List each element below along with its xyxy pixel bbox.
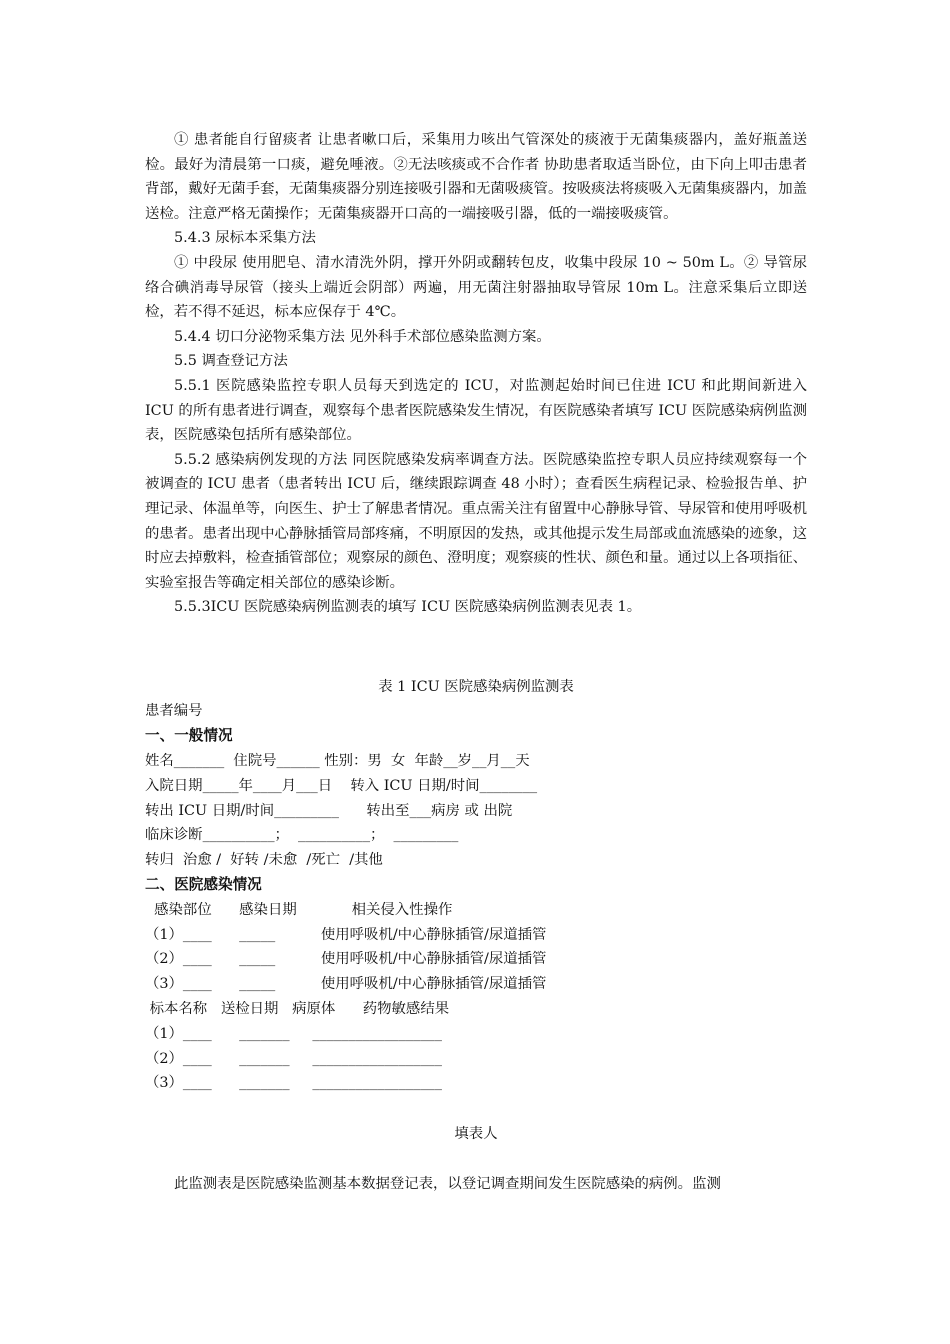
specimen-row-3: （3）____ _______ __________________ — [145, 1075, 442, 1092]
paragraph-5-5-2: 5.5.2 感染病例发现的方法 同医院感染发病率调查方法。医院感染监控专职人员应持续观察每一个被调查的 ICU 患者（患者转出 ICU 后，继续跟踪调查 48 小时）；查看医生病程记录、检验报告单、护理记录、体温单等，向医生、护士了解患者情况。重点需关注有留置中心静脉导管、导尿管和使用呼吸机的患者。患者出现中心静脉插管局部疼痛，不明原因的发热，或其他提示发生局部或血流感染的迹象，这时应去掉敷料，检查插管部位；观察尿的颜色、澄明度；观察痰的性状、颜色和量。通过以上各项指征、实验室报告等确定相关部位的感染诊断。 — [145, 451, 807, 591]
patient-number-label: 患者编号 — [145, 703, 203, 720]
form-row-diagnosis: 临床诊断__________； __________； _________ — [145, 827, 459, 844]
table-title: 表 1 ICU 医院感染病例监测表 — [378, 678, 574, 695]
specimen-row-2: （2）____ _______ __________________ — [145, 1050, 442, 1067]
paragraph-sputum: ① 患者能自行留痰者 让患者嗽口后，采集用力咳出气管深处的痰液于无菌集痰器内，盖好瓶盖送检。最好为清晨第一口痰，避免唾液。②无法咳痰或不合作者 协助患者取适当卧位，由下向上叩击患者背部，戴好无菌手套，无菌集痰器分别连接吸引器和无菌吸痰管。按吸痰法将痰吸入无菌集痰器内，加盖送检。注意严格无菌操作；无菌集痰器开口高的一端接吸引器，低的一端接吸痰管。 — [145, 132, 807, 222]
paragraph-urine: ① 中段尿 使用肥皂、清水清洗外阴，撑开外阴或翻转包皮，收集中段尿 10 ~ 50m L。② 导管尿 络合碘消毒导尿管（接头上端近会阴部）两遍，用无菌注射器抽取导管尿 10m L。注意采集后立即送检，若不得不延迟，标本应保存于 4℃。 — [145, 254, 808, 321]
section-general-heading: 一、一般情况 — [145, 727, 233, 745]
heading-5-4-3: 5.4.3 尿标本采集方法 — [174, 230, 316, 247]
form-filler-label: 填表人 — [454, 1126, 498, 1143]
form-row-admission: 入院日期_____年____月___日 转入 ICU 日期/时间________ — [145, 777, 538, 794]
form-row-transfer-out: 转出 ICU 日期/时间_________ 转出至___病房 或 出院 — [145, 802, 513, 819]
infection-header-row: 感染部位 感染日期 相关侵入性操作 — [145, 901, 453, 918]
form-row-outcome: 转归 治愈 / 好转 /未愈 /死亡 /其他 — [145, 852, 383, 869]
paragraph-5-5-1: 5.5.1 医院感染监控专职人员每天到选定的 ICU，对监测起始时间已住进 ICU 和此期间新进入 ICU 的所有患者进行调查，观察每个患者医院感染发生情况，有医院感染者填写 ICU 医院感染病例监测表，医院感染包括所有感染部位。 — [145, 377, 807, 444]
specimen-row-1: （1）____ _______ __________________ — [145, 1025, 442, 1042]
specimen-header-row: 标本名称 送检日期 病原体 药物敏感结果 — [145, 1001, 450, 1018]
infection-row-1: （1）____ _____ 使用呼吸机/中心静脉插管/尿道插管 — [145, 926, 547, 943]
paragraph-5-5-3: 5.5.3ICU 医院感染病例监测表的填写 ICU 医院感染病例监测表见表 1。 — [174, 599, 642, 616]
paragraph-5-4-4: 5.4.4 切口分泌物采集方法 见外科手术部位感染监测方案。 — [174, 328, 551, 345]
infection-row-3: （3）____ _____ 使用呼吸机/中心静脉插管/尿道插管 — [145, 976, 547, 993]
closing-paragraph: 此监测表是医院感染监测基本数据登记表，以登记调查期间发生医院感染的病例。监测 — [174, 1176, 721, 1193]
infection-row-2: （2）____ _____ 使用呼吸机/中心静脉插管/尿道插管 — [145, 951, 547, 968]
heading-5-5: 5.5 调查登记方法 — [174, 353, 288, 370]
section-infection-heading: 二、医院感染情况 — [145, 876, 262, 894]
form-row-name: 姓名_______ 住院号______ 性别：男 女 年龄__岁__月__天 — [145, 753, 530, 770]
document-page — [145, 128, 807, 1197]
